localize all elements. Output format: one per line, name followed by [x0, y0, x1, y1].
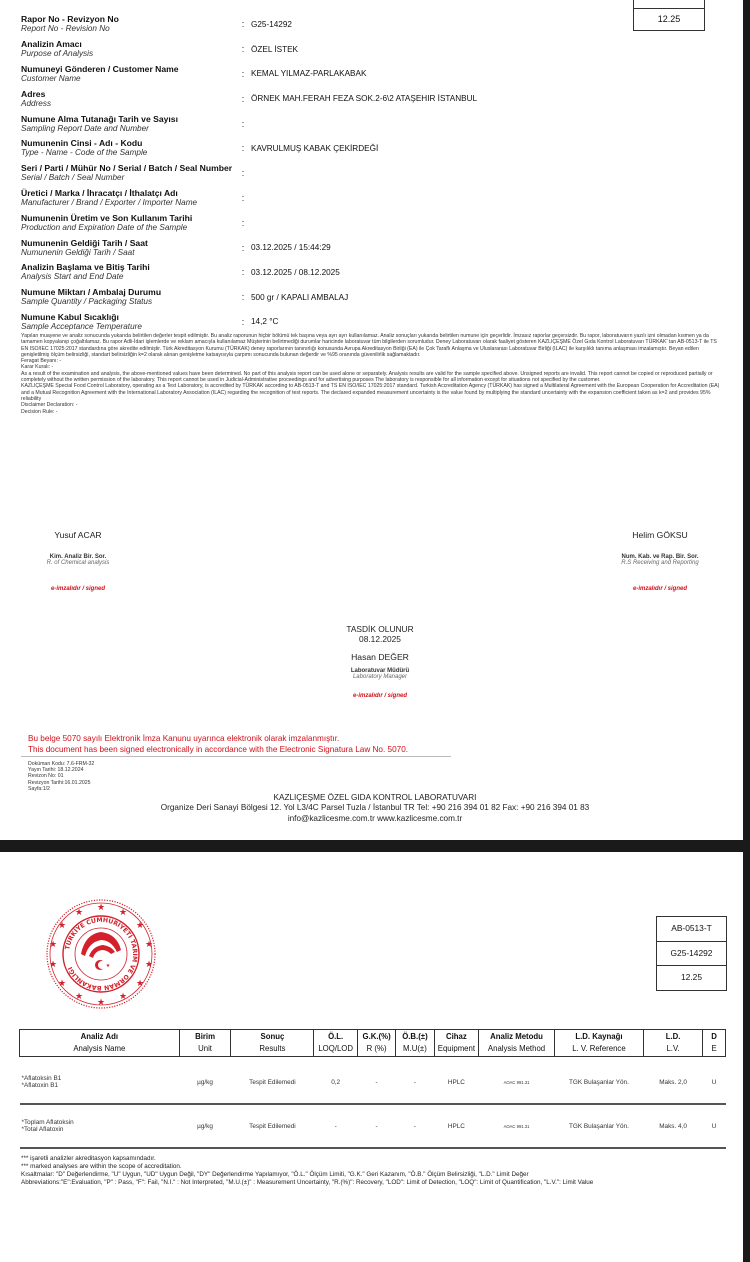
colon: : [241, 44, 245, 55]
colon: : [241, 292, 245, 303]
cell-analysis-name: *Aflatoksin B1 *Aflatoxin B1 [20, 1061, 180, 1104]
svg-text:★: ★ [144, 960, 154, 970]
info-value: 14,2 °C [251, 317, 279, 327]
e-signed-label: e-imzalıdır / signed [632, 586, 687, 592]
info-label-tr: Analizin Başlama ve Bitiş Tarihi [21, 262, 150, 273]
e-signed-label: e-imzalıdır / signed [50, 586, 105, 592]
info-label-en: Sample Acceptance Temperature [21, 321, 142, 331]
cell-lv-reference: TGK Bulaşanlar Yön. [554, 1061, 643, 1104]
svg-text:★: ★ [135, 921, 145, 931]
approval-date: 08.12.2025 [359, 634, 401, 644]
cell-result: Tespit Edilemedi [231, 1061, 314, 1104]
lab-name: KAZLIÇEŞME ÖZEL GIDA KONTROL LABORATUVARI [273, 793, 477, 802]
signature-lab-manager [310, 624, 450, 699]
info-row-sampling-report [21, 111, 721, 136]
svg-text:★: ★ [105, 963, 111, 969]
results-table [19, 1029, 726, 1149]
cell-method: AOAC 991.31 [479, 1104, 555, 1148]
cell-unit: µg/kg [179, 1104, 231, 1148]
colon: : [241, 19, 245, 30]
info-label-tr: Numune Kabul Sıcaklığı [21, 311, 119, 322]
cell-uncertainty: - [396, 1104, 434, 1148]
info-label-tr: Seri / Parti / Mühür No / Serial / Batch / Seal Number [21, 163, 233, 174]
info-value: KAVRULMUŞ KABAK ÇEKİRDEĞİ [251, 143, 379, 153]
table-row [20, 1104, 726, 1148]
info-row-manufacturer [21, 186, 721, 211]
header-uncertainty: Ö.B.(±) M.U(±) [396, 1030, 434, 1057]
legal-feragat: Feragat Beyanı: - [21, 358, 62, 365]
svg-text:★: ★ [144, 940, 154, 950]
cell-evaluation: U [703, 1061, 726, 1104]
cell-loq: - [314, 1104, 358, 1148]
info-value: 03.12.2025 / 08.12.2025 [251, 267, 340, 277]
cell-loq: 0,2 [314, 1061, 358, 1104]
approval-label: TASDİK OLUNUR [346, 624, 414, 634]
colon: : [241, 217, 245, 228]
legal-text-en-1: As a result of the examination and analysis, the above-mentioned values have been determined. No part of this analysis report can be used alone or separately. Analysis results are valid for the sample specified above. Unsigned reports are invalid. This report cannot be copied or reproduced partially or completely without the written permission of the laboratory. This report cannot be used in Judicial-Administrative proceedings and for advertising purposes The laboratory is responsible for all information except for situations not specified by the customer. [21, 370, 713, 384]
info-row-temperature [21, 310, 721, 335]
svg-text:★: ★ [74, 908, 84, 918]
note-abbreviations-tr: Kısaltmalar: "D" Değerlendirme, "U" Uygun, "UD" Uygun Değil, "DY" Değerlendirme Yapılamıyor, "Ö.L." Ölçüm Limiti, "G.K." Geri Kazanım, "Ö.B." Ölçüm Belirsizliği, "L.D." Limit Değer [21, 1171, 529, 1179]
info-label-en: Address [21, 98, 52, 108]
info-row-purpose [21, 37, 721, 62]
lab-address: Organize Deri Sanayi Bölgesi 12. Yol L3/4C Parsel Tuzla / İstanbul TR Tel: +90 216 394 01 82 Fax: +90 216 394 01 83 [160, 803, 590, 813]
signer-title-en: R. of Chemical analysis [46, 560, 110, 566]
note-accreditation-tr: *** işaretli analizler akreditasyon kapsamındadır. [21, 1155, 156, 1162]
info-value: KEMAL YILMAZ-PARLAKABAK [251, 69, 367, 79]
table-header-row [20, 1030, 726, 1057]
svg-text:TÜRKİYE CUMHURİYETİ TARIM VE O: TÜRKİYE CUMHURİYETİ TARIM VE ORMAN BAKANLIĞI [64, 916, 139, 992]
cell-recovery: - [357, 1061, 395, 1104]
table-row [20, 1061, 726, 1104]
header-evaluation: D E [703, 1030, 726, 1057]
info-label-tr: Numunenin Üretim ve Son Kullanım Tarihi [21, 212, 193, 223]
info-row-serial [21, 161, 721, 186]
colon: : [241, 118, 245, 129]
legal-disclaimer-declaration: Disclaimer Declaration: - [21, 402, 78, 409]
esign-notice-tr: Bu belge 5070 sayılı Elektronik İmza Kanunu uyarınca elektronik olarak imzalanmıştır. [28, 734, 340, 743]
info-value: ÖZEL İSTEK [251, 44, 299, 54]
lab-contact[interactable]: info@kazlicesme.com.tr www.kazlicesme.com.tr [287, 813, 463, 823]
header-limit-value: L.D. L.V. [644, 1030, 703, 1057]
info-label-en: Type - Name - Code of the Sample [21, 148, 148, 158]
header-method: Analiz Metodu Analysis Method [479, 1030, 555, 1057]
cell-recovery: - [357, 1104, 395, 1148]
info-row-analysis-dates [21, 260, 721, 285]
info-row-report-no [21, 12, 721, 37]
revision-no: Revizon No: 01 [28, 773, 64, 780]
info-value: ÖRNEK MAH.FERAH FEZA SOK.2-6\2 ATAŞEHIR İSTANBUL [251, 94, 478, 104]
colon: : [241, 93, 245, 104]
report-number: G25-14292 [657, 941, 726, 966]
colon: : [241, 68, 245, 79]
page-number: Sayfa:1/2 [28, 785, 50, 792]
divider [21, 756, 451, 757]
cell-limit-value: Maks. 4,0 [644, 1104, 703, 1148]
esign-notice-en: This document has been signed electronically in accordance with the Electronic Signatura Law No. 5070. [28, 745, 409, 754]
info-label-tr: Analizin Amacı [21, 39, 82, 50]
header-results: Sonuç Results [231, 1030, 314, 1057]
cell-result: Tespit Edilemedi [231, 1104, 314, 1148]
e-signed-label: e-imzalıdır / signed [352, 693, 407, 699]
legal-decision-rule: Decision Rule: - [21, 408, 58, 415]
info-row-production-date [21, 210, 721, 235]
header-recovery: G.K.(%) R (%) [357, 1030, 395, 1057]
info-value: 500 gr / KAPALI AMBALAJ [251, 292, 349, 302]
revision-date: Revizyon Tarihi:16.01.2025 [28, 779, 91, 786]
svg-text:★: ★ [48, 940, 58, 950]
info-label-tr: Numunenin Cinsi - Adı - Kodu [21, 138, 143, 149]
table-notes [21, 1155, 731, 1187]
info-value: 03.12.2025 / 15:44:29 [251, 243, 331, 253]
signer-title-tr: Kim. Analiz Bir. Sor. [49, 554, 107, 560]
svg-text:★: ★ [48, 960, 58, 970]
header-equipment: Cihaz Equipment [434, 1030, 479, 1057]
svg-text:★: ★ [57, 979, 67, 989]
svg-text:★: ★ [118, 992, 128, 1002]
signature-receiving-reporting [600, 530, 720, 592]
info-label-en: Manufacturer / Brand / Exporter / Importer Name [21, 197, 198, 207]
report-page-2 [0, 852, 743, 1262]
signer-title-tr: Laboratuvar Müdürü [350, 668, 410, 674]
signer-name: Yusuf ACAR [54, 530, 102, 540]
signer-title-tr: Num. Kab. ve Rap. Bir. Sor. [621, 554, 699, 560]
info-label-tr: Numune Alma Tutanağı Tarih ve Sayısı [21, 113, 178, 124]
revision-number: 12.25 [657, 965, 726, 990]
cell-equipment: HPLC [434, 1061, 479, 1104]
svg-text:★: ★ [96, 998, 106, 1008]
info-row-quantity [21, 285, 721, 310]
info-value: G25-14292 [251, 19, 292, 29]
report-id-box [656, 916, 727, 991]
note-abbreviations-en: Abbreviations:"E":Evaluation, "P" : Pass, "F": Fail, "N.I." : Not Interpreted, "M.U.(±)" : Measurement Uncertainty, "R.(%)": Recovery, "LOD": Limit of Detection, "LOQ": Limit of Quantification, "L.V.": Limit Value [21, 1179, 594, 1187]
header-analysis-name: Analiz Adı Analysis Name [20, 1030, 180, 1057]
signer-name: Hasan DEĞER [351, 652, 409, 662]
info-label-tr: Üretici / Marka / İhracatçı / İthalatçı Adı [21, 187, 178, 198]
document-meta [28, 761, 94, 792]
info-row-arrival [21, 235, 721, 260]
legal-karar: Karar Kuralı: - [21, 364, 54, 371]
info-label-en: Sample Quantity / Packaging Status [21, 297, 153, 307]
info-label-tr: Numunenin Geldiği Tarih / Saat [21, 237, 148, 248]
info-label-en: Serial / Batch / Seal Number [21, 173, 125, 183]
info-label-en: Customer Name [21, 73, 81, 83]
cell-evaluation: U [703, 1104, 726, 1148]
info-label-en: Production and Expiration Date of the Sample [21, 222, 188, 232]
svg-text:★: ★ [135, 979, 145, 989]
signer-title-en: R.S Receiving and Reporting [621, 560, 699, 566]
colon: : [241, 242, 245, 253]
info-label-tr: Numuneyi Gönderen / Customer Name [21, 63, 179, 74]
colon: : [241, 316, 245, 327]
colon: : [241, 267, 245, 278]
cell-analysis-name: *Toplam Aflatoksin *Total Aflatoxin [20, 1104, 180, 1148]
doc-code: Doküman Kodu: 7.6-FRM-32 [28, 761, 95, 767]
cell-equipment: HPLC [434, 1104, 479, 1148]
info-label-en: Report No - Revision No [21, 24, 110, 34]
info-row-address [21, 86, 721, 111]
accreditation-number: AB-0513-T [671, 923, 712, 933]
electronic-signature-notice [28, 733, 408, 755]
info-label-en: Purpose of Analysis [21, 49, 94, 59]
info-label-en: Numunenin Geldiği Tarih / Saat [21, 247, 135, 257]
sample-info-section [21, 12, 721, 334]
svg-text:★: ★ [74, 992, 84, 1002]
header-unit: Birim Unit [179, 1030, 231, 1057]
info-row-customer [21, 62, 721, 87]
legal-text-tr: Yapılan muayene ve analiz sonucunda yukarıda belirtilen değerler tespit edilmiştir. Bu analiz raporunun hiçbir bölümü tek başına veya ayrı ayrı kullanılamaz. Analiz sonuçları yukarıda belirtilen numune için geçerlidir. İmzasız raporlar geçersizdir. Bu rapor, laboratuvarın yazılı izni olmadan kısmen ya da tamamen kopyalanıp çoğaltılamaz. Bu rapor Adli-İdari işlemlerde ve reklam amacıyla kullanılamaz Müşterinin belirtmediği durumlar haricinde laboratuvar tüm bilgilerden sorumludur. Deney Laboratuvarı olarak faaliyet gösteren KAZLIÇEŞME Özel Gıda Kontrol Laboratuvarı TÜRKAK' tan AB-0513-T ile TS EN ISO/IEC 17025:2017 standardına göre akredite edilmiştir. Türk Akreditasyon Kurumu (TÜRKAK) deney raporlarının tanınırlığı konusunda Avrupa Akreditasyon Birliği (EA) ile Çok Taraflı Anlaşma ve Uluslararası Laboratuvar Birliği (ILAC) ile karşılıklı tanıma anlaşması imzalamıştır. Beyan edilen genişletilmiş ölçüm belirsizliği, standart belirsizliğin k=2 olarak alınan genişletme katsayısıyla çarpımı sonucunda bulunan değerdir ve %95 oranında güvenilirlik sağlamaktadır. [21, 333, 717, 358]
cell-uncertainty: - [396, 1061, 434, 1104]
note-accreditation-en: *** marked analyses are within the scope of accreditation. [21, 1163, 182, 1171]
legal-disclaimer [21, 333, 721, 415]
info-label-tr: Numune Miktarı / Ambalaj Durumu [21, 287, 162, 298]
svg-text:★: ★ [96, 903, 106, 913]
cell-lv-reference: TGK Bulaşanlar Yön. [554, 1104, 643, 1148]
info-label-tr: Adres [21, 88, 46, 99]
header-loq: Ö.L. LOQ/LOD [314, 1030, 358, 1057]
signer-title-en: Laboratory Manager [352, 674, 408, 680]
id-box-cut-cell [634, 0, 704, 8]
header-lv-reference: L.D. Kaynağı L. V. Reference [554, 1030, 643, 1057]
lab-footer [100, 793, 650, 824]
legal-text-en-2: KAZLIÇEŞME Special Food Control Laboratory, operating as a Test Laboratory, is accredited by TÜRKAK according to AB-0513-T and TS EN ISO/IEC 17025:2017 standard. Turkish Accreditation Agency (TÜRKAK) has signed a Multilateral Agreement with the European Cooperation for Accreditation (EA) and a Mutual Recognition Agreement with the International Laboratory Association (ILAC) regarding the recognition of test reports. The declared expanded measurement uncertainty is the value found by multiplying the standard uncertainty with the expansion coefficient taken as k=2 and provides 95% reliability [21, 383, 720, 402]
info-label-tr: Rapor No - Revizyon No [21, 14, 119, 25]
colon: : [241, 192, 245, 203]
ministry-seal-icon [45, 898, 157, 1010]
id-box-revision: 12.25 [634, 8, 704, 30]
info-label-en: Analysis Start and End Date [21, 272, 124, 282]
colon: : [241, 168, 245, 179]
info-label-en: Sampling Report Date and Number [21, 123, 149, 133]
cell-method: AOAC 991.31 [479, 1061, 555, 1104]
cell-unit: µg/kg [179, 1061, 231, 1104]
cell-limit-value: Maks. 2,0 [644, 1061, 703, 1104]
colon: : [241, 143, 245, 154]
signature-chemical-analysis [18, 530, 138, 592]
publish-date: Yayın Tarihi: 18.12.2024 [28, 767, 84, 774]
svg-text:★: ★ [118, 908, 128, 918]
signer-name: Helim GÖKSU [632, 530, 688, 540]
info-row-sample-type [21, 136, 721, 161]
svg-text:★: ★ [57, 921, 67, 931]
